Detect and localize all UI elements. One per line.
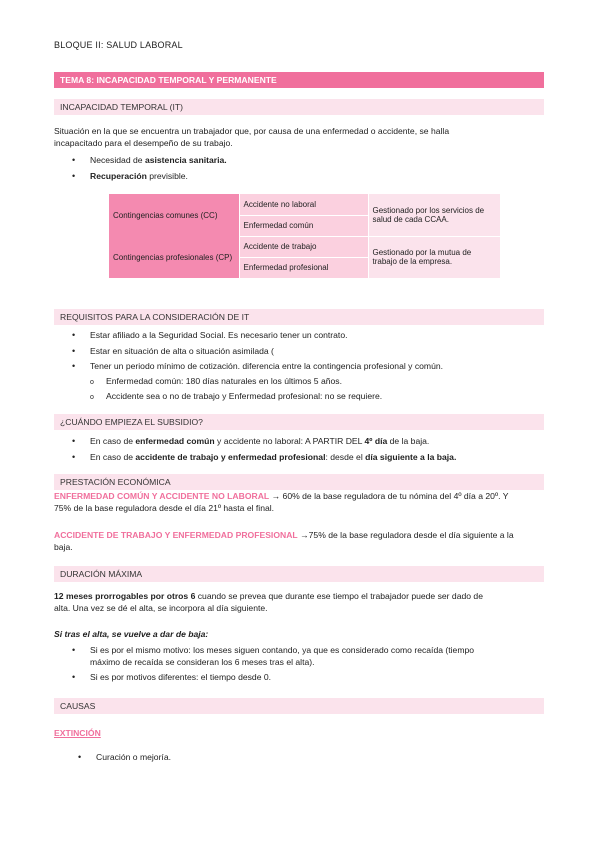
list-item: • Tener un periodo mínimo de cotización. diferencia entre la contingencia profesional y común. o Enfermedad común: 180 días naturales en los últimos 5 años. o Accidente sea o no de trabajo y Enfermedad profesional: no se requiere. (72, 361, 542, 403)
section-heading-causas: CAUSAS (54, 698, 544, 714)
tema-title-band: TEMA 8: INCAPACIDAD TEMPORAL Y PERMANENTE (54, 72, 544, 88)
cc-managed-cell: Gestionado por los servicios de salud de cada CCAA. (368, 194, 500, 236)
duracion-bullets (72, 645, 542, 688)
block-title: BLOQUE II: SALUD LABORAL (54, 40, 183, 50)
section-heading-subsidio: ¿CUÁNDO EMPIEZA EL SUBSIDIO? (54, 414, 544, 430)
list-item: • Curación o mejoría. (78, 752, 548, 764)
list-item: • Recuperación previsible. (72, 171, 542, 183)
list-item: o Accidente sea o no de trabajo y Enfermedad profesional: no se requiere. (90, 391, 542, 403)
requisitos-sublist (90, 376, 542, 403)
extincion-label: EXTINCIÓN (54, 728, 101, 738)
list-item: • En caso de accidente de trabajo y enfermedad profesional: desde el día siguiente a la baja. (72, 452, 542, 464)
extincion-bullets (78, 752, 548, 768)
section-heading-prestacion: PRESTACIÓN ECONÓMICA (54, 474, 544, 490)
it-definition: Situación en la que se encuentra un trabajador que, por causa de una enfermedad o accidente, se halla incapacitado para el desempeño de su trabajo. (54, 126, 450, 148)
list-item: • Estar afiliado a la Seguridad Social. Es necesario tener un contrato. (72, 330, 542, 342)
cc-item-cell: Enfermedad común (239, 215, 368, 236)
cp-managed-cell: Gestionado por la mutua de trabajo de la empresa. (368, 236, 500, 278)
prestacion-paragraph-2: ACCIDENTE DE TRABAJO Y ENFERMEDAD PROFESIONAL →75% de la base reguladora desde el día siguiente a la baja. (54, 530, 514, 552)
requisitos-bullets (72, 330, 542, 407)
list-item: • Si es por el mismo motivo: los meses siguen contando, ya que es considerado como recaída (tiempo máximo de recaída se consideran los 6 meses tras el alta). (72, 645, 542, 668)
duracion-italic-line: Si tras el alta, se vuelve a dar de baja: (54, 629, 209, 639)
list-item: • Si es por motivos diferentes: el tiempo desde 0. (72, 672, 542, 684)
list-item: • Estar en situación de alta o situación asimilada ( (72, 346, 542, 358)
list-item: • En caso de enfermedad común y accidente no laboral: A PARTIR DEL 4º día de la baja. (72, 436, 542, 448)
section-heading-duracion: DURACIÓN MÁXIMA (54, 566, 544, 582)
cp-item-cell: Accidente de trabajo (239, 236, 368, 257)
cc-item-cell: Accidente no laboral (239, 194, 368, 215)
subsidio-bullets (72, 436, 542, 467)
cp-item-cell: Enfermedad profesional (239, 257, 368, 278)
duracion-paragraph: 12 meses prorrogables por otros 6 cuando se prevea que durante ese tiempo el trabajador puede ser dado de alta. Una vez se dé el alta, se incorpora al día siguiente. (54, 591, 483, 613)
cc-label-cell: Contingencias comunes (CC) (109, 194, 239, 236)
list-item: o Enfermedad común: 180 días naturales en los últimos 5 años. (90, 376, 542, 388)
list-item: • Necesidad de asistencia sanitaria. (72, 155, 542, 167)
prestacion-paragraph-1: ENFERMEDAD COMÚN Y ACCIDENTE NO LABORAL → 60% de la base reguladora de tu nómina del 4º día a 20º. Y 75% de la base reguladora desde el día 21º hasta el final. (54, 491, 509, 513)
it-bullets (72, 155, 542, 186)
contingencies-table (109, 194, 500, 279)
section-heading-requisitos: REQUISITOS PARA LA CONSIDERACIÓN DE IT (54, 309, 544, 325)
cp-label-cell: Contingencias profesionales (CP) (109, 236, 239, 278)
section-heading-it: INCAPACIDAD TEMPORAL (IT) (54, 99, 544, 115)
